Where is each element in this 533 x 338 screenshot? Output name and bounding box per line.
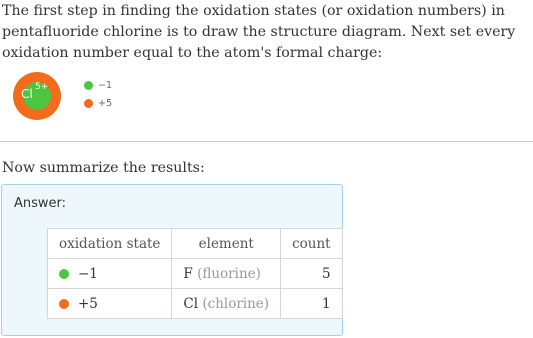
state-cell <box>48 259 172 289</box>
atom-charge: 5+ <box>35 82 49 92</box>
legend-item <box>84 95 112 111</box>
element-name: (chlorine) <box>202 295 270 312</box>
state-cell <box>48 289 172 319</box>
legend-dot-icon <box>84 81 93 90</box>
atom-symbol: Cl <box>21 87 33 101</box>
element-cell <box>172 259 281 289</box>
count-cell: 1 <box>281 289 343 319</box>
element-cell <box>172 289 281 319</box>
intro-text: The first step in finding the oxidation states (or oxidation numbers) in pentafluoride chlorine is to draw the structure diagram. Next set every oxidation number equal to the atom's formal charge: <box>2 3 516 61</box>
state-dot-icon <box>59 269 69 279</box>
element-symbol: F <box>183 265 193 282</box>
element-name: (fluorine) <box>197 265 261 282</box>
header-element: element <box>172 229 281 259</box>
legend-item <box>84 77 112 93</box>
structure-diagram <box>13 72 61 120</box>
state-value: +5 <box>78 295 98 312</box>
count-cell: 5 <box>281 259 343 289</box>
table-row <box>48 289 343 319</box>
legend-label: +5 <box>98 97 113 109</box>
state-value: −1 <box>78 265 98 282</box>
answer-label: Answer: <box>14 196 67 211</box>
answer-box <box>1 184 343 336</box>
state-dot-icon <box>59 299 69 309</box>
table-header-row <box>48 229 343 259</box>
legend <box>84 77 112 113</box>
header-oxidation-state: oxidation state <box>48 229 172 259</box>
table-row <box>48 259 343 289</box>
header-count: count <box>281 229 343 259</box>
element-symbol: Cl <box>183 295 199 312</box>
legend-dot-icon <box>84 99 93 108</box>
section-divider <box>0 141 533 142</box>
results-table <box>47 228 343 319</box>
summary-text: Now summarize the results: <box>2 160 205 176</box>
legend-label: −1 <box>98 79 113 91</box>
